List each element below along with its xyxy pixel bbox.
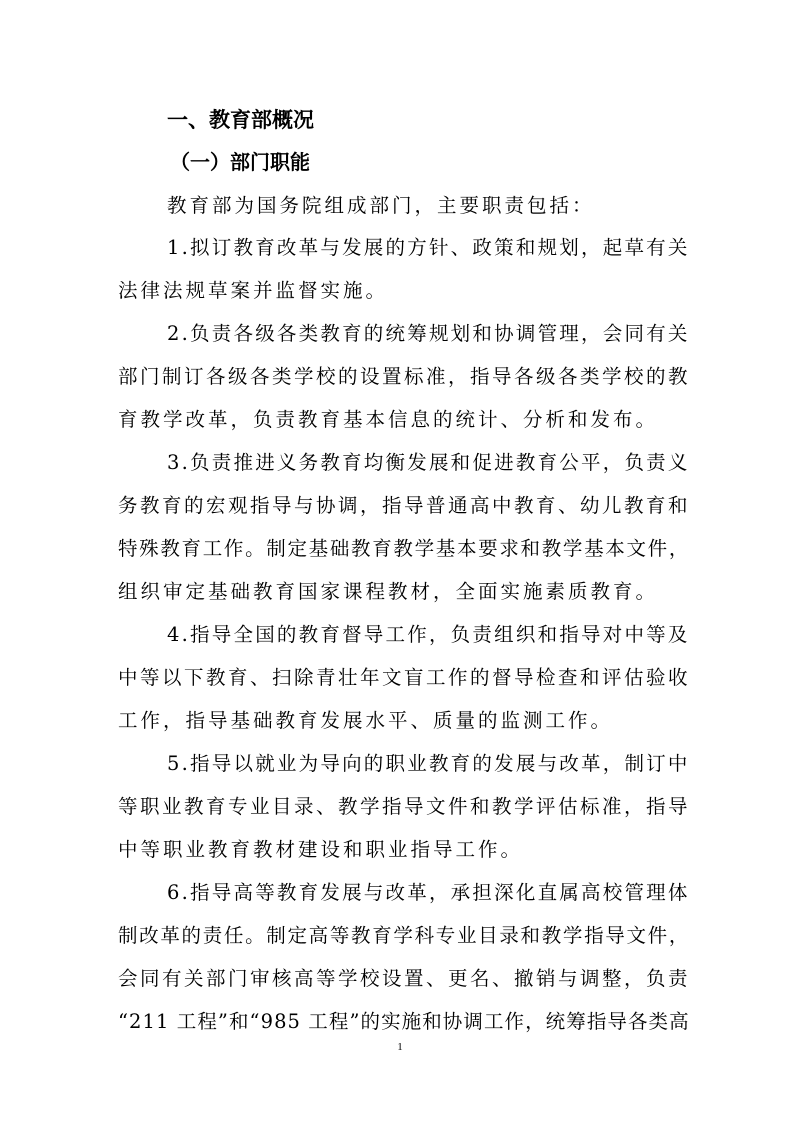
paragraph-line: 4.指导全国的教育督导工作，负责组织和指导对中等及 [167, 623, 690, 646]
paragraph-line: 务教育的宏观指导与协调，指导普通高中教育、幼儿教育和 [118, 494, 691, 517]
paragraph-line: 1.拟订教育改革与发展的方针、政策和规划，起草有关 [167, 236, 690, 259]
page-number: 1 [397, 1041, 403, 1053]
paragraph-line: 部门制订各级各类学校的设置标准，指导各级各类学校的教 [118, 365, 691, 388]
paragraph-line: 育教学改革，负责教育基本信息的统计、分析和发布。 [118, 408, 659, 431]
paragraph-line: 3.负责推进义务教育均衡发展和促进教育公平，负责义 [167, 451, 690, 474]
paragraph-line: 等职业教育专业目录、教学指导文件和教学评估标准，指导 [118, 795, 691, 818]
paragraph-line: 工作，指导基础教育发展水平、质量的监测工作。 [118, 709, 614, 732]
paragraph-line: 5.指导以就业为导向的职业教育的发展与改革，制订中 [167, 752, 690, 775]
paragraph-line: 制改革的责任。制定高等教育学科专业目录和教学指导文件， [118, 924, 691, 947]
paragraph-line: 中等以下教育、扫除青壮年文盲工作的督导检查和评估验收 [118, 666, 691, 689]
section-heading: 一、教育部概况 [167, 108, 314, 132]
paragraph-line: 组织审定基础教育国家课程教材，全面实施素质教育。 [118, 580, 659, 603]
paragraph-line: 特殊教育工作。制定基础教育教学基本要求和教学基本文件， [118, 537, 691, 560]
subsection-heading: （一）部门职能 [170, 150, 310, 174]
paragraph-line: 中等职业教育教材建设和职业指导工作。 [118, 838, 524, 861]
paragraph-line: “211 工程”和“985 工程”的实施和协调工作，统筹指导各类高 [118, 1010, 690, 1033]
paragraph-line: 会同有关部门审核高等学校设置、更名、撤销与调整，负责 [118, 967, 691, 990]
paragraph-line: 2.负责各级各类教育的统筹规划和协调管理，会同有关 [167, 322, 690, 345]
intro-line: 教育部为国务院组成部门，主要职责包括： [167, 194, 595, 217]
paragraph-line: 6.指导高等教育发展与改革，承担深化直属高校管理体 [167, 881, 690, 904]
paragraph-line: 法律法规草案并监督实施。 [118, 279, 389, 302]
